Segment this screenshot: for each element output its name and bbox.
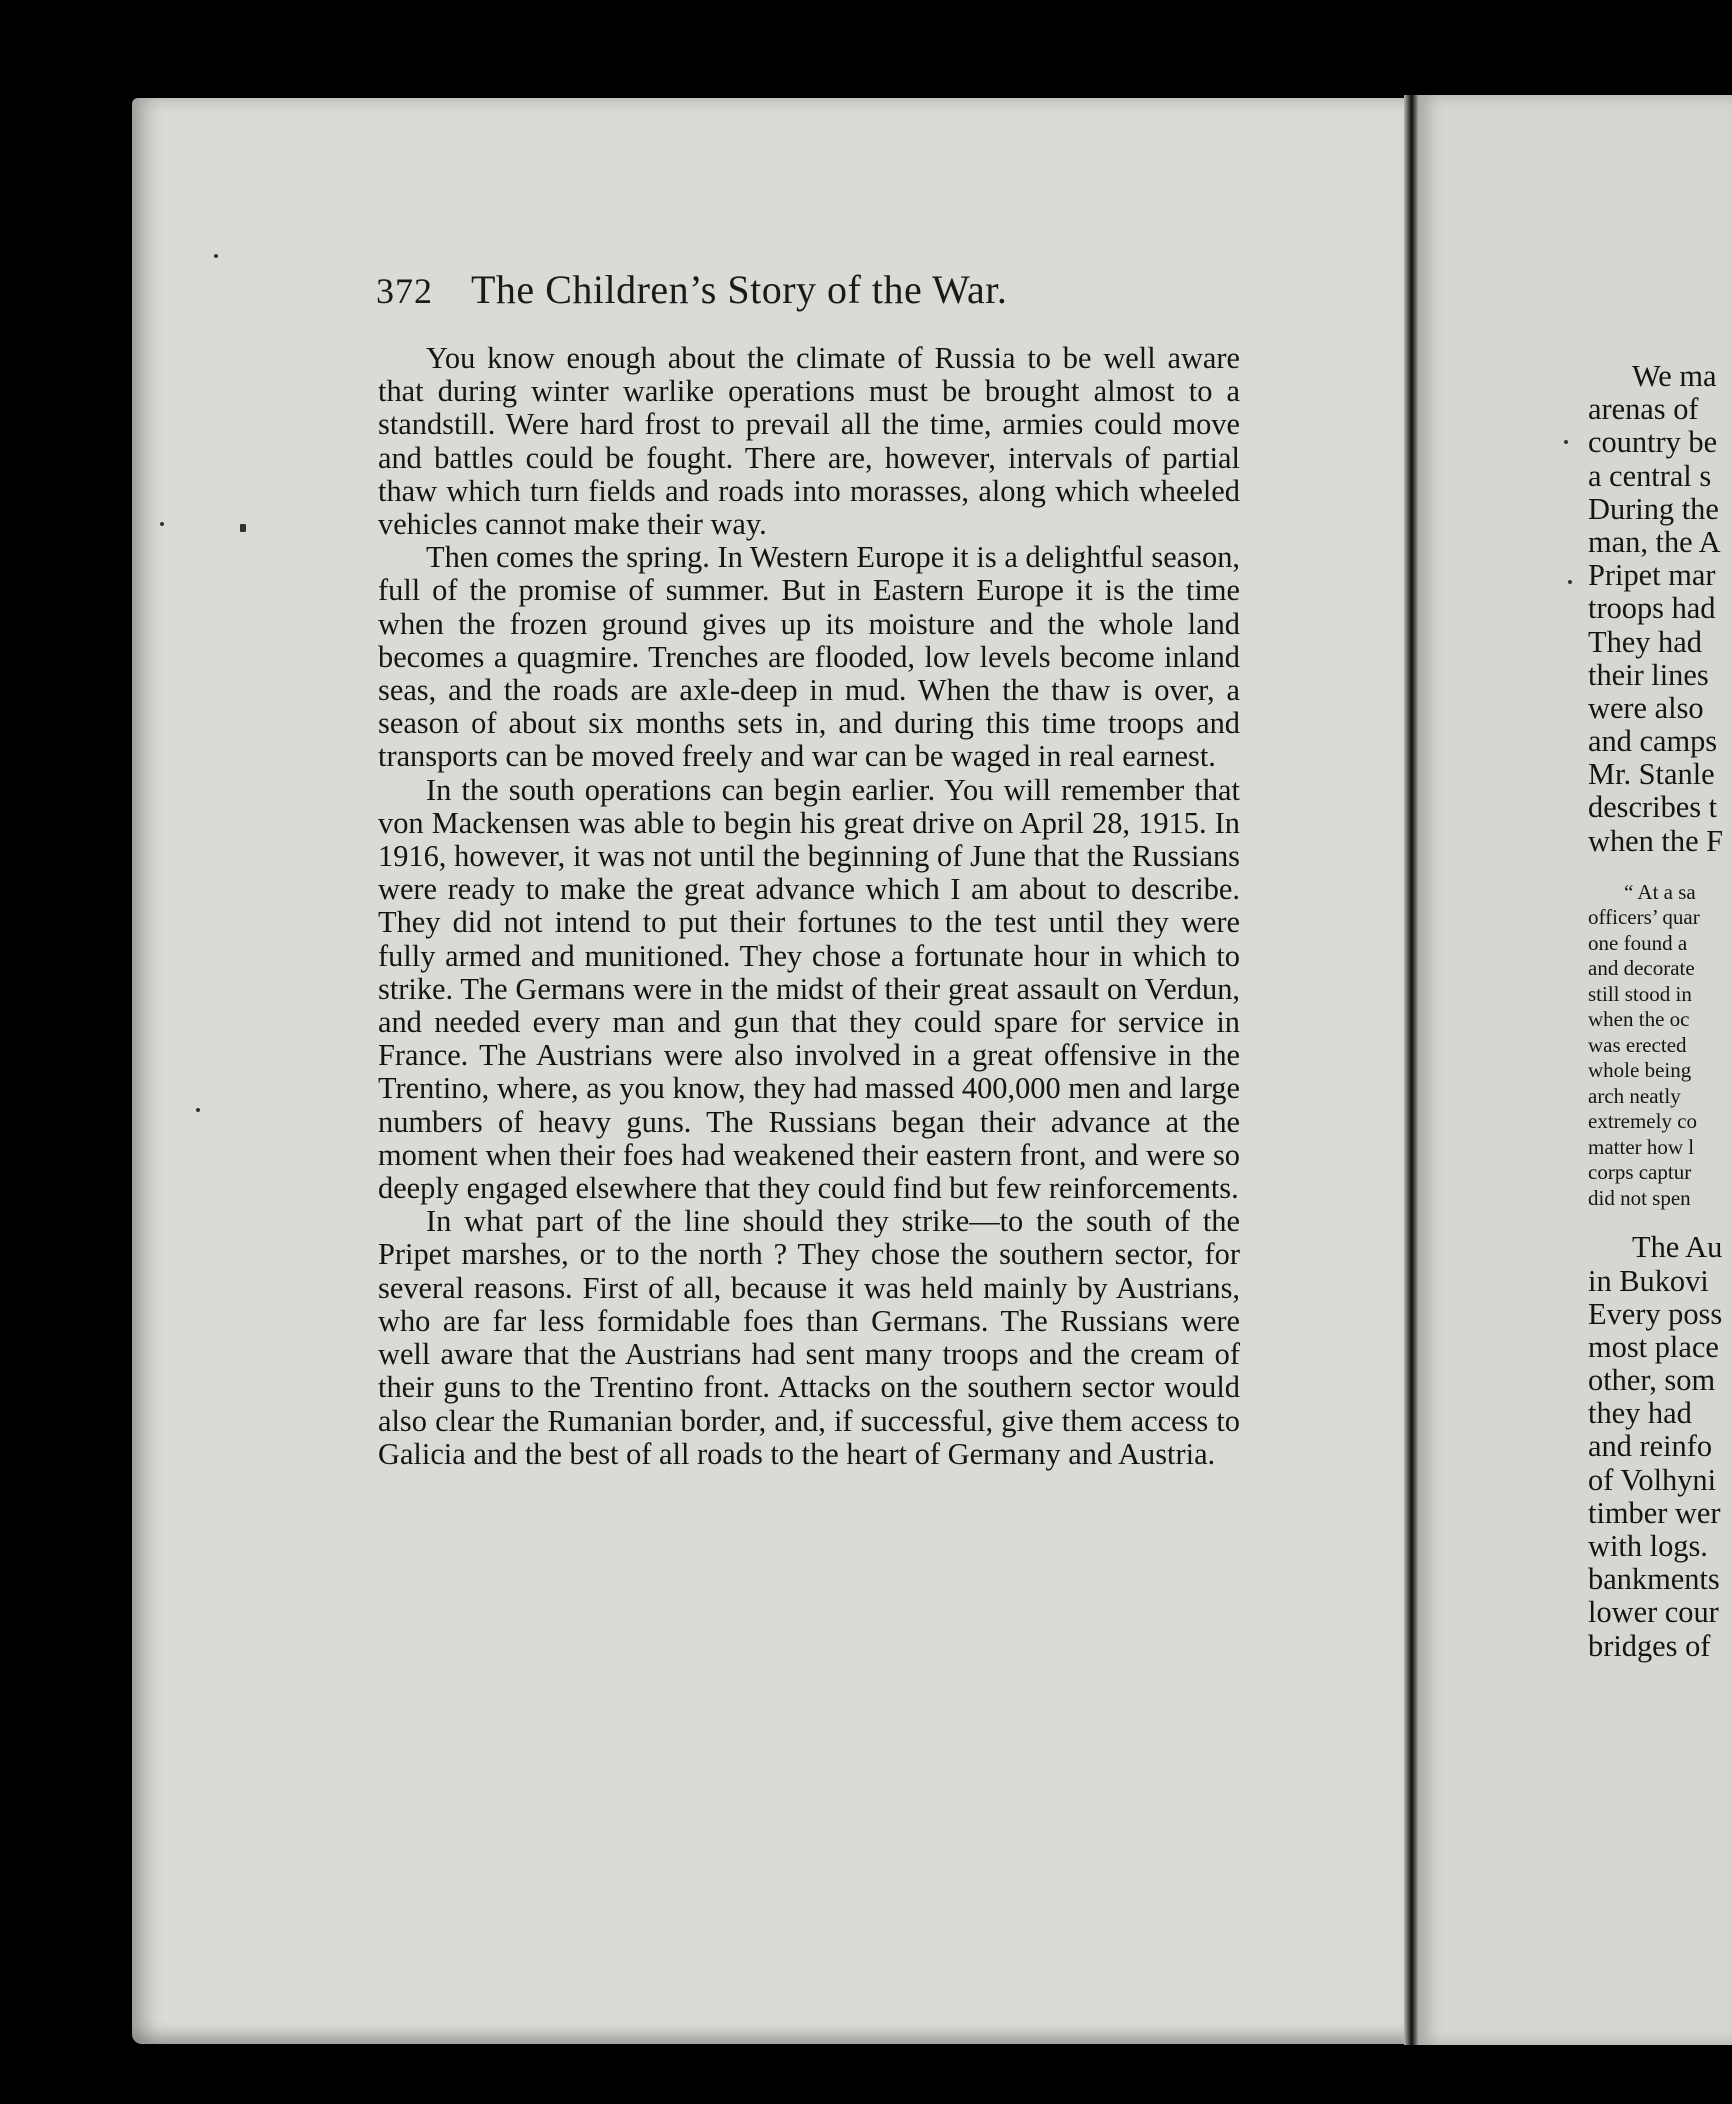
right-line: with logs.: [1588, 1529, 1708, 1563]
paragraph-south-operations: In the south operations can begin earlier. You will remember that von Mackensen was able to begin his great drive on April 28, 1915. In 1916, however, it was not until the beginning of June that the Russians were ready to make the great advance which I am about to describe. They did not intend to put their fortunes to the test until they were fully armed and munitioned. They chose a fortunate hour in which to strike. The Germans were in the midst of their great assault on Verdun, and needed every man and gun that they could spare for service in France. The Austrians were also involved in a great offensive in the Trentino, where, as you know, they had massed 400,000 men and large numbers of heavy guns. The Russians began their advance at the moment when their foes had weakened their eastern front, and were so deeply engaged elsewhere that they could find but few reinforcements.: [378, 772, 1240, 1206]
right-line: in Bukovi: [1588, 1263, 1709, 1298]
page-number: 372: [376, 271, 433, 311]
right-line: and camps: [1588, 724, 1718, 759]
right-line: During the: [1588, 491, 1719, 526]
scan-speck: [160, 522, 164, 526]
scan-speck: [240, 524, 246, 532]
right-bottom-paragraph: [1588, 1231, 1732, 1662]
scan-speck: [214, 254, 218, 258]
quote-line: officers’ quar: [1588, 905, 1700, 930]
right-line: when the F: [1588, 823, 1724, 858]
scan-speck: [196, 1108, 200, 1112]
paragraph-strike: In what part of the line should they strike—to the south of the Pripet marshes, or to the north ? They chose the southern sector, for several reasons. First of all, because it was held mainly by Austrians, who are far less formidable foes than Germans. The Russians were well aware that the Austrians had sent many troops and the cream of their guns to the Trentino front. Attacks on the southern sector would also clear the Rumanian border, and, if successful, give them access to Galicia and the best of all roads to the heart of Germany and Austria.: [378, 1204, 1240, 1471]
right-line: most place: [1588, 1329, 1719, 1364]
right-line: timber wer: [1588, 1495, 1721, 1530]
right-line: of Volhyni: [1588, 1462, 1717, 1497]
right-line: they had: [1588, 1396, 1692, 1431]
running-title: The Children’s Story of the War.: [471, 267, 1008, 312]
right-quote-block: [1588, 880, 1732, 1212]
quote-line: corps captur: [1588, 1160, 1692, 1185]
paragraph-spring: Then comes the spring. In Western Europe it is a delightful season, full of the promise of summer. But in Eastern Europe it is the time when the frozen ground gives up its moisture and the whole land becomes a quagmire. Trenches are flooded, low levels become inland seas, and the roads are axle-deep in mud. When the thaw is over, a season of about six months sets in, and during this time troops and transports can be moved freely and war can be waged in real earnest.: [378, 540, 1240, 774]
right-line: country be: [1588, 425, 1718, 460]
right-page-text: [1588, 360, 1732, 1663]
right-line: lower cour: [1588, 1595, 1719, 1630]
right-line: and reinfo: [1588, 1429, 1713, 1464]
quote-line: was erected: [1588, 1032, 1687, 1057]
paragraph-climate: You know enough about the climate of Russia to be well aware that during winter warlike operations must be brought almost to a standstill. Were hard frost to prevail all the time, armies could move and battles could be fought. There are, however, intervals of partial thaw which turn fields and roads into morasses, along which wheeled vehicles cannot make their way.: [378, 341, 1240, 542]
right-line: man, the A: [1588, 524, 1721, 559]
quote-line: did not spen: [1588, 1185, 1691, 1210]
right-line: They had: [1588, 624, 1702, 659]
quote-line: arch neatly: [1588, 1083, 1681, 1108]
scan-speck: [1568, 580, 1572, 584]
right-line: bankments: [1588, 1562, 1720, 1597]
quote-line: when the oc: [1588, 1007, 1690, 1032]
right-line: a central s: [1588, 458, 1712, 493]
right-line: The Au: [1632, 1230, 1723, 1265]
quote-line: one found a: [1588, 930, 1688, 955]
right-line: describes t: [1588, 790, 1718, 825]
right-line: Every poss: [1588, 1296, 1723, 1331]
right-line: were also: [1588, 690, 1704, 725]
right-line: arenas of: [1588, 392, 1699, 427]
left-body-text: [378, 342, 1240, 1471]
right-top-paragraph: [1588, 360, 1732, 858]
right-line: troops had: [1588, 591, 1716, 626]
quote-line: whole being: [1588, 1058, 1692, 1083]
quote-line: and decorate: [1588, 956, 1695, 981]
page-header: [376, 266, 1007, 326]
right-line: Mr. Stanle: [1588, 757, 1715, 792]
right-line: their lines: [1588, 657, 1709, 692]
quote-line: matter how l: [1588, 1134, 1695, 1159]
right-line: bridges of: [1588, 1628, 1711, 1663]
scan-speck: [1564, 440, 1568, 444]
right-line: Pripet mar: [1588, 558, 1716, 593]
quote-line: still stood in: [1588, 981, 1692, 1006]
quote-line: extremely co: [1588, 1109, 1698, 1134]
right-line: We ma: [1632, 359, 1717, 393]
right-line: other, som: [1588, 1363, 1716, 1398]
book-gutter: [1404, 95, 1418, 2045]
quote-line: “ At a sa: [1624, 879, 1696, 904]
